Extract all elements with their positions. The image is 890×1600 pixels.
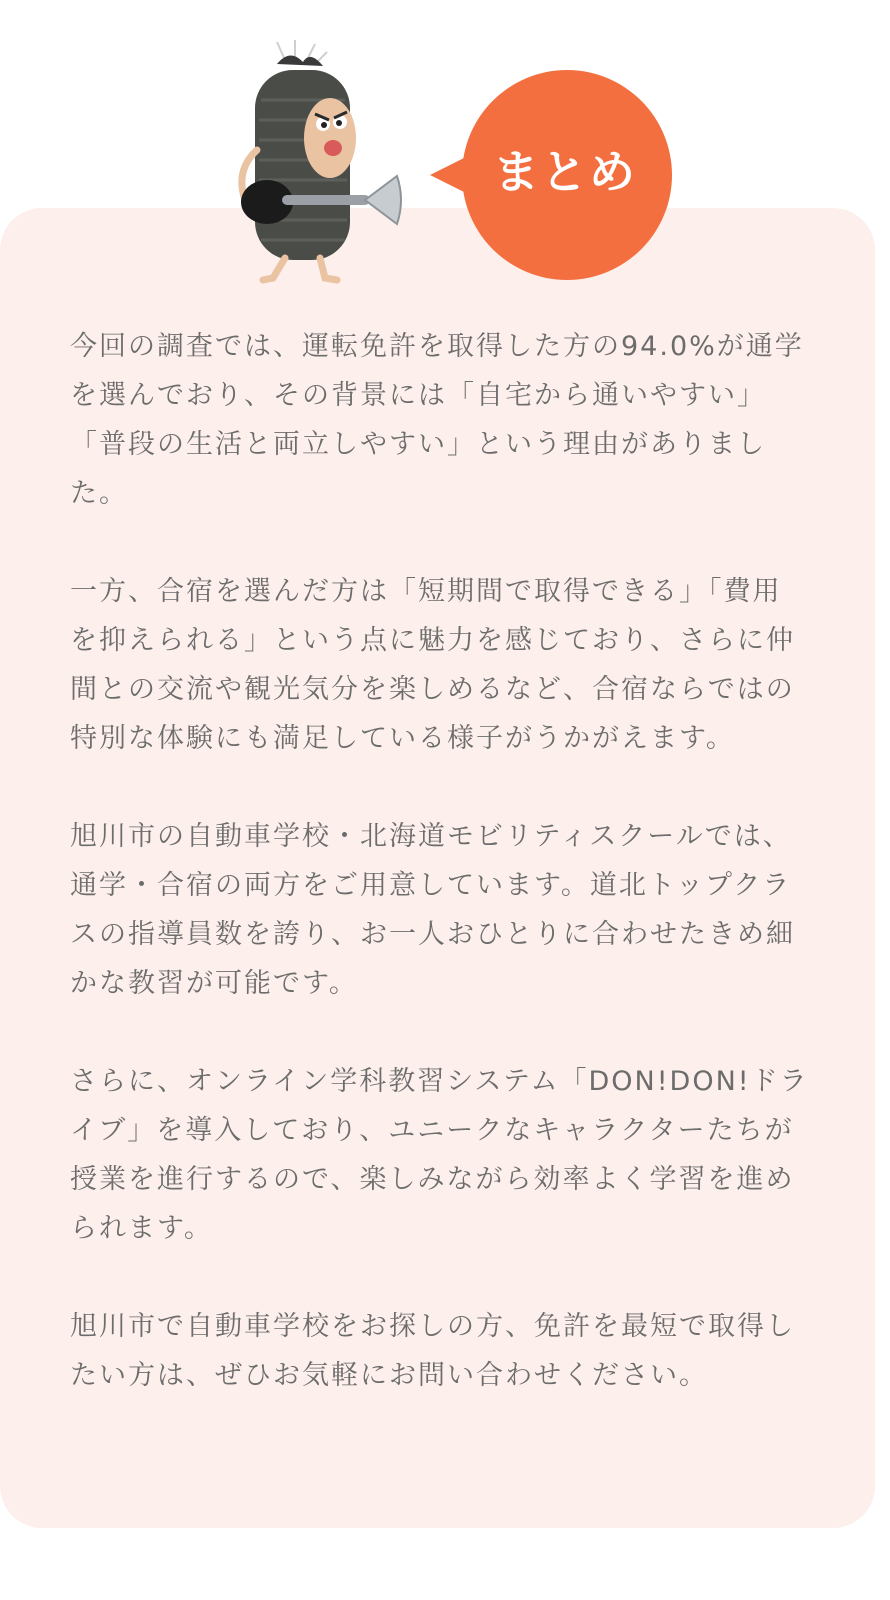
summary-text	[70, 322, 810, 1400]
summary-paragraph-3: 旭川市の自動車学校・北海道モビリティスクールでは、通学・合宿の両方をご用意しています。道北トップクラスの指導員数を誇り、お一人おひとりに合わせたきめ細かな教習が可能です。	[70, 821, 795, 999]
summary-paragraph-2: 一方、合宿を選んだ方は「短期間で取得できる」「費用を抑えられる」という点に魅力を感じており、さらに仲間との交流や観光気分を楽しめるなど、合宿ならではの特別な体験にも満足している様子がうかがえます。	[70, 576, 795, 754]
mascot-with-horn-icon	[215, 40, 415, 290]
summary-paragraph-5: 旭川市で自動車学校をお探しの方、免許を最短で取得したい方は、ぜひお気軽にお問い合わせください。	[70, 1311, 795, 1391]
summary-heading: まとめ	[493, 145, 637, 199]
summary-paragraph-1: 今回の調査では、運転免許を取得した方の94.0%が通学を選んでおり、その背景には「自宅から通いやすい」「普段の生活と両立しやすい」という理由がありました。	[70, 331, 804, 509]
summary-paragraph-4: さらに、オンライン学科教習システム「DON!DON!ドライブ」を導入しており、ユニークなキャラクターたちが授業を進行するので、楽しみながら効率よく学習を進められます。	[70, 1066, 809, 1244]
